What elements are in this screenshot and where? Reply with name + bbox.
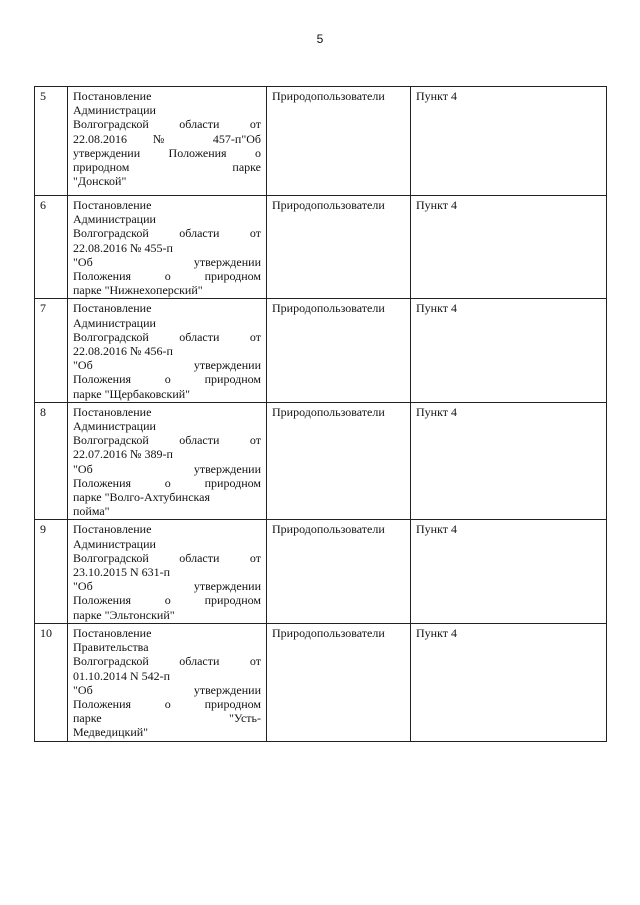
document-line: пойма" xyxy=(73,504,110,519)
document-line: Волгоградской области от xyxy=(73,226,261,241)
row-number: 10 xyxy=(35,623,68,741)
item-cell: Пункт 4 xyxy=(411,402,607,520)
document-line: Постановление xyxy=(73,198,152,212)
document-line: Положения о природном xyxy=(73,475,261,490)
document-line: Постановление xyxy=(73,301,152,316)
document-line: "Об утверждении xyxy=(73,461,261,476)
row-number: 7 xyxy=(35,299,68,402)
table-row xyxy=(35,623,607,741)
document-line: природном парке xyxy=(73,160,261,175)
table-row xyxy=(35,402,607,520)
document-line: 23.10.2015 N 631-п xyxy=(73,565,171,580)
document-line: "Об утверждении xyxy=(73,358,261,373)
document-cell xyxy=(68,87,267,196)
document-cell xyxy=(68,299,267,402)
page-number: 5 xyxy=(316,32,324,46)
subject-cell: Природопользователи xyxy=(267,520,411,623)
document-line: Постановление xyxy=(73,522,152,537)
item-cell: Пункт 4 xyxy=(411,299,607,402)
document-line: парке "Нижнехоперский" xyxy=(73,283,203,298)
document-line: Положения о природном xyxy=(73,269,261,284)
document-line: Постановление xyxy=(73,404,152,419)
table-row xyxy=(35,299,607,402)
row-number: 6 xyxy=(35,196,68,299)
document-line: Волгоградской области от xyxy=(73,117,261,132)
document-line: Волгоградской области от xyxy=(73,550,261,565)
table-row xyxy=(35,520,607,623)
subject-cell: Природопользователи xyxy=(267,299,411,402)
document-cell xyxy=(68,402,267,520)
document-line: 22.07.2016 № 389-п xyxy=(73,447,173,462)
document-line: Медведицкий" xyxy=(73,725,149,740)
document-cell xyxy=(68,196,267,299)
document-line: "Об утверждении xyxy=(73,254,261,269)
document-cell xyxy=(68,623,267,741)
document-line: Администрации xyxy=(73,103,156,118)
item-cell: Пункт 4 xyxy=(411,196,607,299)
document-line: "Донской" xyxy=(73,174,127,189)
document-line: "Об утверждении xyxy=(73,682,261,697)
table-row xyxy=(35,196,607,299)
document-line: "Об утверждении xyxy=(73,579,261,594)
document-line: 22.08.2016 № 456-п xyxy=(73,344,173,359)
document-line: утверждении Положения о xyxy=(73,145,261,160)
document-line: парке "Щербаковский" xyxy=(73,386,191,401)
document-line: Администрации xyxy=(73,212,156,227)
subject-cell: Природопользователи xyxy=(267,402,411,520)
row-number: 8 xyxy=(35,402,68,520)
document-line: Волгоградской области от xyxy=(73,654,261,669)
row-number: 5 xyxy=(35,87,68,196)
document-line: Администрации xyxy=(73,315,156,330)
document-line: 22.08.2016 № 455-п xyxy=(73,240,173,255)
document-line: 22.08.2016 № 457-п"Об xyxy=(73,131,261,146)
subject-cell: Природопользователи xyxy=(267,196,411,299)
document-line: Положения о природном xyxy=(73,372,261,387)
item-cell: Пункт 4 xyxy=(411,520,607,623)
document-line: Постановление xyxy=(73,625,152,640)
row-number: 9 xyxy=(35,520,68,623)
subject-cell: Природопользователи xyxy=(267,623,411,741)
document-line: парке "Усть- xyxy=(73,711,261,726)
document-line: парке "Эльтонский" xyxy=(73,607,175,622)
document-line: 01.10.2014 N 542-п xyxy=(73,668,171,683)
item-cell: Пункт 4 xyxy=(411,623,607,741)
regulations-table xyxy=(34,86,607,742)
document-line: Положения о природном xyxy=(73,593,261,608)
item-cell: Пункт 4 xyxy=(411,87,607,196)
document-line: Администрации xyxy=(73,536,156,551)
table-row xyxy=(35,87,607,196)
document-line: Волгоградской области от xyxy=(73,433,261,448)
document-cell xyxy=(68,520,267,623)
document-line: Постановление xyxy=(73,89,152,103)
document-line: Положения о природном xyxy=(73,696,261,711)
document-line: парке "Волго-Ахтубинская xyxy=(73,490,211,505)
document-line: Правительства xyxy=(73,640,149,655)
document-line: Волгоградской области от xyxy=(73,329,261,344)
subject-cell: Природопользователи xyxy=(267,87,411,196)
document-line: Администрации xyxy=(73,419,156,434)
